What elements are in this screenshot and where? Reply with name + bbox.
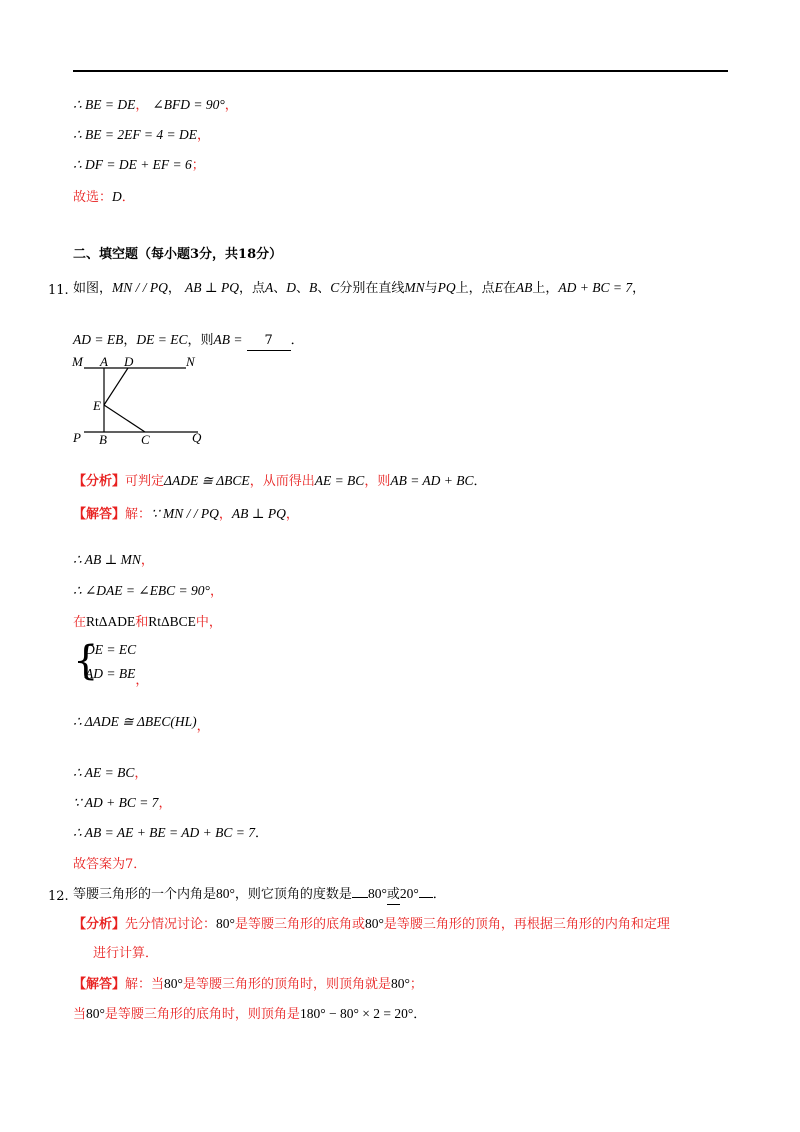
label-m: M: [72, 354, 83, 369]
label-d: D: [124, 354, 134, 369]
math-expression: ∠BFD = 90°: [152, 97, 225, 112]
analysis-tag: 【分析】: [73, 917, 126, 932]
punctuation: ；: [191, 158, 205, 173]
geometry-figure: [68, 352, 208, 452]
q12-solution-line-1: 【解答】解：当80°是等腰三角形的顶角时，则顶角就是80°；: [73, 976, 423, 992]
final-answer: 故答案为7．: [73, 857, 147, 872]
system-row-2: AD = BE: [85, 666, 136, 681]
label-a: A: [100, 354, 108, 369]
solution-tag: 【解答】: [73, 507, 126, 522]
segment-de: [104, 368, 128, 405]
math-expression: ∴ BE = DE: [73, 97, 136, 112]
question-number-12: 12.: [48, 889, 69, 904]
q12-solution-line-2: 当80°是等腰三角形的底角时，则顶角是180° − 80° × 2 = 20°．: [73, 1006, 427, 1022]
q12-analysis-line-2: 进行计算．: [93, 946, 159, 961]
solution-line-1: [73, 96, 238, 115]
math-expression: ∴ BE = 2EF = 4 = DE: [73, 127, 198, 142]
label-b: B: [99, 432, 107, 447]
answer-blank: 7: [247, 332, 291, 351]
analysis-tag: 【分析】: [73, 474, 126, 489]
segment-ec: [104, 405, 145, 432]
label-p: P: [73, 430, 81, 445]
solution-line-3: [73, 156, 205, 175]
solution-step-6: ∴ AE = BC，: [73, 765, 148, 781]
choice-answer-line: [73, 188, 135, 207]
q12-analysis-line-1: 【分析】先分情况讨论：80°是等腰三角形的底角或80°是等腰三角形的顶角，再根据三角形的内角和定理: [73, 916, 670, 932]
punctuation: ，: [224, 98, 238, 113]
header-rule: [73, 70, 728, 72]
math-expression: ∴ DF = DE + EF = 6: [73, 157, 192, 172]
label-c: C: [141, 432, 150, 447]
solution-step-7: ∵ AD + BC = 7，: [73, 795, 172, 811]
system-row-1: DE = EC: [85, 642, 137, 657]
answer-value-2: 20°: [399, 886, 419, 901]
answer-or: 或: [387, 886, 400, 905]
analysis-line: 【分析】可判定ΔADE ≅ ΔBCE，从而得出AE = BC，则AB = AD + BC．: [73, 473, 487, 489]
solution-step-2: ∴ ∠DAE = ∠EBC = 90°，: [73, 583, 223, 599]
label-n: N: [186, 354, 195, 369]
answer-value-1: 80°: [367, 886, 387, 901]
label-e: E: [93, 398, 101, 413]
left-brace: {: [73, 638, 99, 684]
answer-value: D: [112, 189, 122, 204]
label-q: Q: [192, 430, 202, 445]
question-12-stem: 等腰三角形的一个内角是80°，则它顶角的度数是 80°或20° ．: [73, 885, 446, 905]
solution-step-3: 在RtΔADE和RtΔBCE中，: [73, 614, 222, 630]
question-11-stem-line-1: 如图，MN / / PQ， AB ⊥ PQ，点A、D、B、C分别在直线MN与PQ上，点E在AB上，AD + BC = 7，: [73, 280, 646, 296]
solution-intro-line: 【解答】解：∵ MN / / PQ，AB ⊥ PQ，: [73, 506, 299, 522]
punctuation: ，: [135, 98, 149, 113]
question-11-stem-line-2: AD = EB，DE = EC，则AB = 7 ．: [73, 331, 304, 351]
answer-label: 故选：: [73, 190, 113, 205]
section-title: 二、填空题（每小题3分，共18分）: [73, 247, 283, 262]
solution-tag: 【解答】: [73, 977, 126, 992]
solution-line-2: [73, 126, 210, 145]
solution-step-5: ∴ ΔADE ≅ ΔBEC(HL)，: [73, 714, 210, 734]
punctuation: ，: [197, 128, 211, 143]
question-number-11: 11.: [48, 283, 69, 298]
solution-step-8: ∴ AB = AE + BE = AD + BC = 7．: [73, 825, 269, 841]
solution-step-1: ∴ AB ⊥ MN，: [73, 552, 154, 568]
punctuation: ．: [121, 190, 135, 205]
